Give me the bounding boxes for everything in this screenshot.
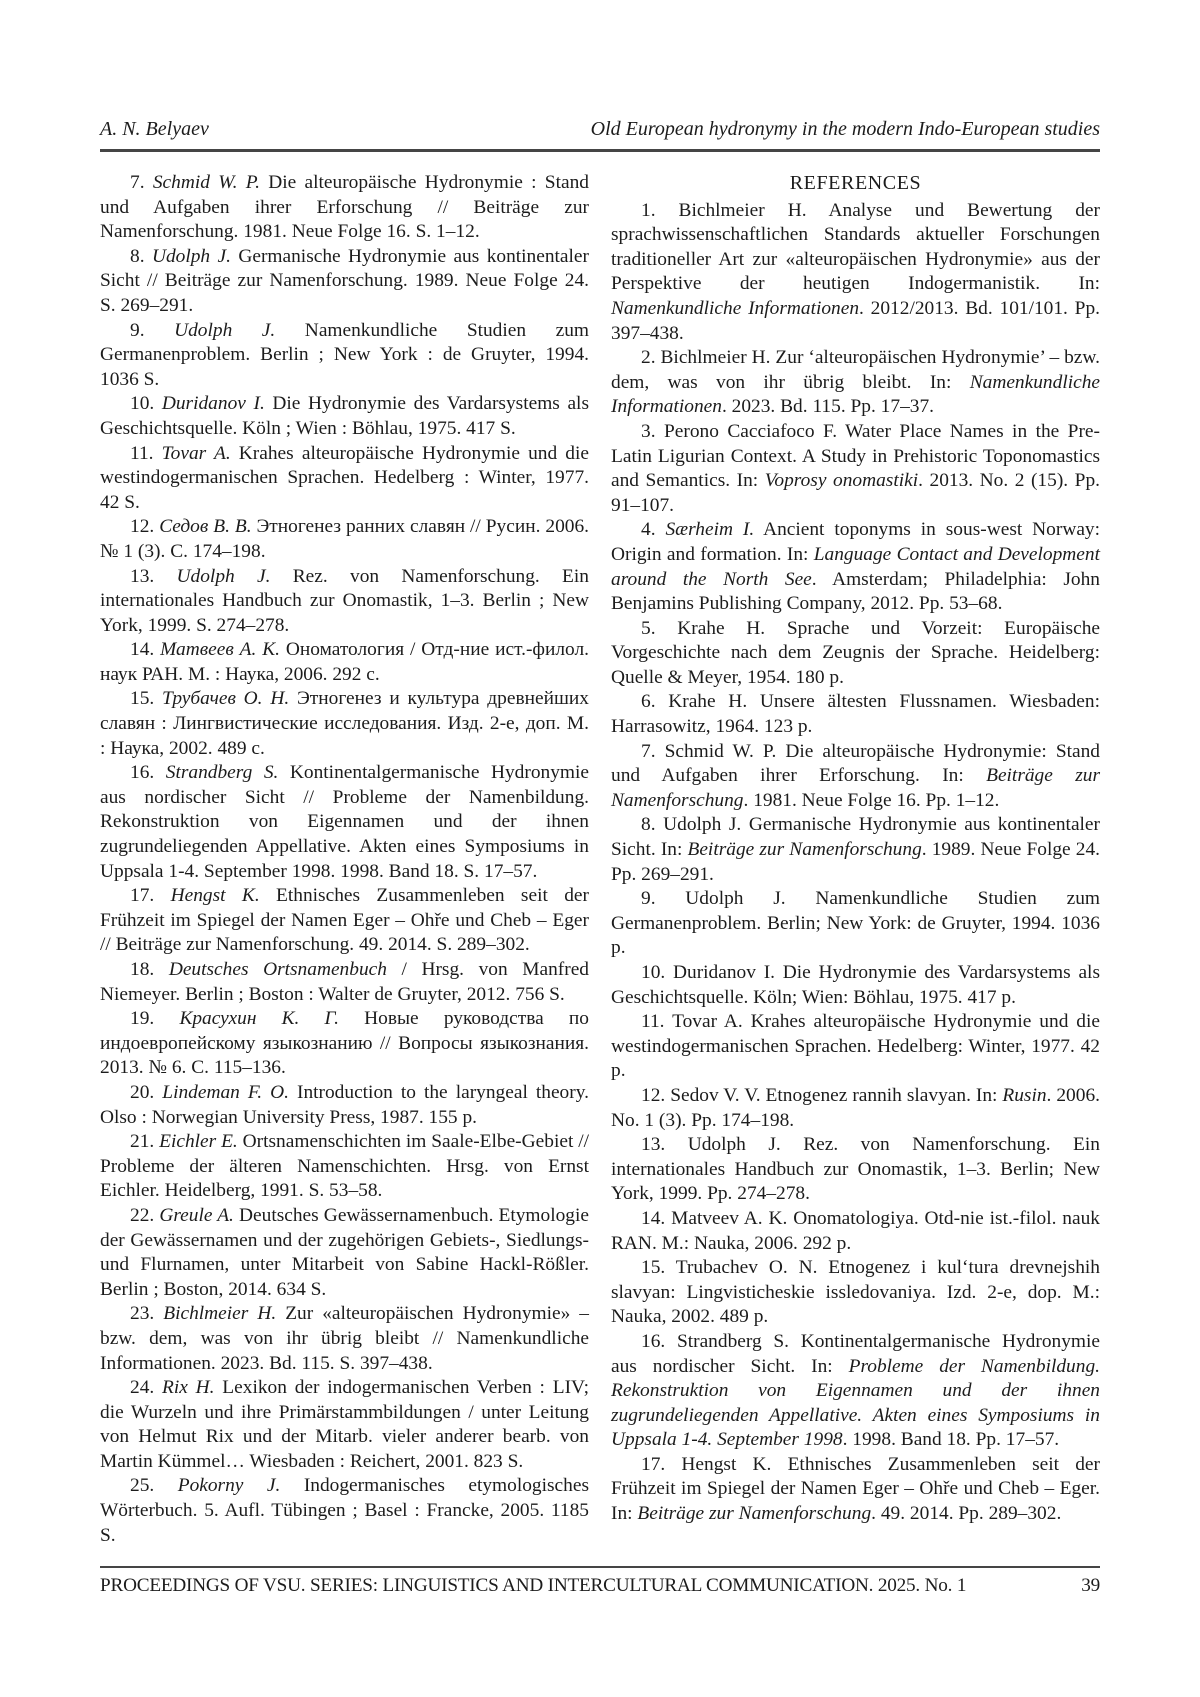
reference-item: 10. Duridanov I. Die Hydronymie des Vardarsystems als Geschichtsquelle. Köln ; Wien : Böhlau, 1975. 417 S. bbox=[100, 393, 589, 439]
reference-item: 23. Bichlmeier H. Zur «alteuropäischen Hydronymie» – bzw. dem, was von ihr übrig bleibt // Namenkundliche Informationen. 2023. Bd. 115. S. 397–438. bbox=[100, 1303, 589, 1374]
reference-item: 16. Strandberg S. Kontinentalgermanische Hydronymie aus nordischer Sicht. In: Probleme der Namenbildung. Rekonstruktion von Eigennamen und der ihnen zugrundeliegenden Appellative. Akten eines Symposiums in Uppsala 1-4. September 1998. 1998. Band 18. Pp. 17–57. bbox=[611, 1330, 1100, 1451]
reference-item: 19. Красухин К. Г. Новые руководства по индоевропейскому языкознанию // Вопросы языкознания. 2013. № 6. С. 115–136. bbox=[100, 1008, 589, 1079]
reference-item: 9. Udolph J. Namenkundliche Studien zum Germanenproblem. Berlin; New York: de Gruyter, 1994. 1036 p. bbox=[611, 888, 1100, 959]
reference-item: 14. Matveev A. K. Onomatologiya. Otd-nie ist.-filol. nauk RAN. M.: Nauka, 2006. 292 p. bbox=[611, 1207, 1100, 1254]
references-heading: REFERENCES bbox=[789, 172, 922, 194]
reference-item: 3. Perono Cacciafoco F. Water Place Names in the Pre-Latin Ligurian Context. A Study in Prehistoric Toponomastics and Semantics. In: Voprosy onomastiki. 2013. No. 2 (15). Pp. 91–107. bbox=[611, 420, 1100, 516]
running-head-author: A. N. Belyaev bbox=[100, 118, 209, 140]
reference-item: 13. Udolph J. Rez. von Namenforschung. Ein internationales Handbuch zur Onomastik, 1–3. Berlin; New York, 1999. Pp. 274–278. bbox=[611, 1134, 1100, 1205]
reference-item: 10. Duridanov I. Die Hydronymie des Vardarsystems als Geschichtsquelle. Köln; Wien: Böhlau, 1975. 417 p. bbox=[611, 962, 1100, 1008]
reference-item: 4. Særheim I. Ancient toponyms in sous-west Norway: Origin and formation. In: Language Contact and Development around the North See. Amsterdam; Philadelphia: John Benjamins Publishing Company, 2012. Pp. 53–68. bbox=[611, 519, 1101, 615]
right-column bbox=[611, 171, 1100, 1548]
reference-item: 8. Udolph J. Germanische Hydronymie aus kontinentaler Sicht // Beiträge zur Namenforschung. 1989. Neue Folge 24. S. 269–291. bbox=[100, 245, 589, 316]
reference-item: 12. Sedov V. V. Etnogenez rannih slavyan. In: Rusin. 2006. No. 1 (3). Pp. 174–198. bbox=[611, 1084, 1100, 1131]
reference-item: 6. Krahe H. Unsere ältesten Flussnamen. Wiesbaden: Harrasowitz, 1964. 123 p. bbox=[611, 691, 1100, 738]
reference-item: 7. Schmid W. P. Die alteuropäische Hydronymie: Stand und Aufgaben ihrer Erforschung. In: Beiträge zur Namenforschung. 1981. Neue Folge 16. Pp. 1–12. bbox=[611, 740, 1101, 811]
reference-item: 8. Udolph J. Germanische Hydronymie aus kontinentaler Sicht. In: Beiträge zur Namenforschung. 1989. Neue Folge 24. Pp. 269–291. bbox=[611, 814, 1101, 885]
reference-item: 17. Hengst K. Ethnisches Zusammenleben seit der Frühzeit im Spiegel der Namen Eger – Ohře und Cheb – Eger. In: Beiträge zur Namenforschung. 49. 2014. Pp. 289–302. bbox=[611, 1453, 1100, 1525]
reference-item: 1. Bichlmeier H. Analyse und Bewertung der sprachwissenschaftlichen Standards aktueller Forschungen traditioneller Art zur «alteuropäischen Hydronymie» aus der Perspektive der heutigen Indogermanistik. In: Namenkundliche Informationen. 2012/2013. Bd. 101/101. Pp. 397–438. bbox=[611, 199, 1101, 344]
reference-item: 7. Schmid W. P. Die alteuropäische Hydronymie : Stand und Aufgaben ihrer Erforschung // Beiträge zur Namenforschung. 1981. Neue Folge 16. S. 1–12. bbox=[100, 172, 589, 243]
reference-item: 12. Седов В. В. Этногенез ранних славян // Русин. 2006. № 1 (3). С. 174–198. bbox=[100, 516, 590, 562]
reference-item: 13. Udolph J. Rez. von Namenforschung. Ein internationales Handbuch zur Onomastik, 1–3. Berlin ; New York, 1999. S. 274–278. bbox=[100, 565, 589, 636]
footer-journal-line: PROCEEDINGS OF VSU. SERIES: LINGUISTICS AND INTERCULTURAL COMMUNICATION. 2025. No. 1 bbox=[100, 1575, 967, 1596]
two-column-body bbox=[100, 171, 1100, 1548]
reference-item: 9. Udolph J. Namenkundliche Studien zum Germanenproblem. Berlin ; New York : de Gruyter, 1994. 1036 S. bbox=[100, 319, 589, 390]
reference-item: 5. Krahe H. Sprache und Vorzeit: Europäische Vorgeschichte nach dem Zeugnis der Sprache. Heidelberg: Quelle & Meyer, 1954. 180 p. bbox=[611, 617, 1100, 688]
reference-item: 25. Pokorny J. Indogermanisches etymologisches Wörterbuch. 5. Aufl. Tübingen ; Basel : Francke, 2005. 1185 S. bbox=[100, 1475, 589, 1546]
reference-item: 20. Lindeman F. O. Introduction to the laryngeal theory. Olso : Norwegian University Press, 1987. 155 p. bbox=[100, 1081, 589, 1128]
reference-item: 11. Tovar A. Krahes alteuropäische Hydronymie und die westindogermanischen Sprachen. Hedelberg: Winter, 1977. 42 p. bbox=[611, 1011, 1100, 1082]
reference-item: 22. Greule A. Deutsches Gewässernamenbuch. Etymologie der Gewässernamen und der zugehörigen Gebiets-, Siedlungs- und Flurnamen, unter Mitarbeit von Sabine Hackl-Rößler. Berlin ; Boston, 2014. 634 S. bbox=[100, 1204, 589, 1300]
left-column bbox=[100, 171, 589, 1548]
reference-item: 16. Strandberg S. Kontinentalgermanische Hydronymie aus nordischer Sicht // Probleme der Namenbildung. Rekonstruktion von Eigennamen und der ihnen zugrundeliegenden Appellative. Akten eines Symposiums in Uppsala 1-4. September 1998. 1998. Band 18. S. 17–57. bbox=[100, 762, 589, 882]
reference-item: 15. Trubachev O. N. Etnogenez i kul‘tura drevnejshih slavyan: Lingvisticheskie issledovaniya. Izd. 2-e, dop. M.: Nauka, 2002. 489 p. bbox=[611, 1257, 1100, 1328]
reference-item: 18. Deutsches Ortsnamenbuch / Hrsg. von Manfred Niemeyer. Berlin ; Boston : Walter de Gruyter, 2012. 756 S. bbox=[100, 959, 589, 1005]
page-number: 39 bbox=[1081, 1575, 1100, 1596]
reference-item: 11. Tovar A. Krahes alteuropäische Hydronymie und die westindogermanischen Sprachen. Hedelberg : Winter, 1977. 42 S. bbox=[100, 442, 589, 513]
journal-page bbox=[100, 0, 1100, 1697]
reference-item: 21. Eichler E. Ortsnamenschichten im Saale-Elbe-Gebiet // Probleme der älteren Namenschichten. Hrsg. von Ernst Eichler. Heidelberg, 1991. S. 53–58. bbox=[100, 1131, 589, 1202]
page-footer bbox=[100, 1566, 1100, 1597]
running-head bbox=[100, 0, 1100, 152]
reference-item: 2. Bichlmeier H. Zur ‘alteuropäischen Hydronymie’ – bzw. dem, was von ihr übrig bleibt. In: Namenkundliche Informationen. 2023. Bd. 115. Pp. 17–37. bbox=[611, 347, 1100, 418]
reference-item: 15. Трубачев О. Н. Этногенез и культура древнейших славян : Лингвистические исследования. Изд. 2-е, доп. М. : Наука, 2002. 489 с. bbox=[100, 688, 589, 759]
reference-item: 14. Матвеев А. К. Ономатология / Отд-ние ист.-филол. наук РАН. М. : Наука, 2006. 292 с. bbox=[100, 639, 589, 685]
reference-item: 17. Hengst K. Ethnisches Zusammenleben seit der Frühzeit im Spiegel der Namen Eger – Ohře und Cheb – Eger // Beiträge zur Namenforschung. 49. 2014. S. 289–302. bbox=[100, 885, 589, 956]
running-head-title: Old European hydronymy in the modern Indo-European studies bbox=[590, 118, 1100, 140]
reference-item: 24. Rix H. Lexikon der indogermanischen Verben : LIV; die Wurzeln und ihre Primärstammbildungen / unter Leitung von Helmut Rix und der Mitarb. vieler anderer bearb. von Martin Kümmel… Wiesbaden : Reichert, 2001. 823 S. bbox=[100, 1377, 589, 1472]
